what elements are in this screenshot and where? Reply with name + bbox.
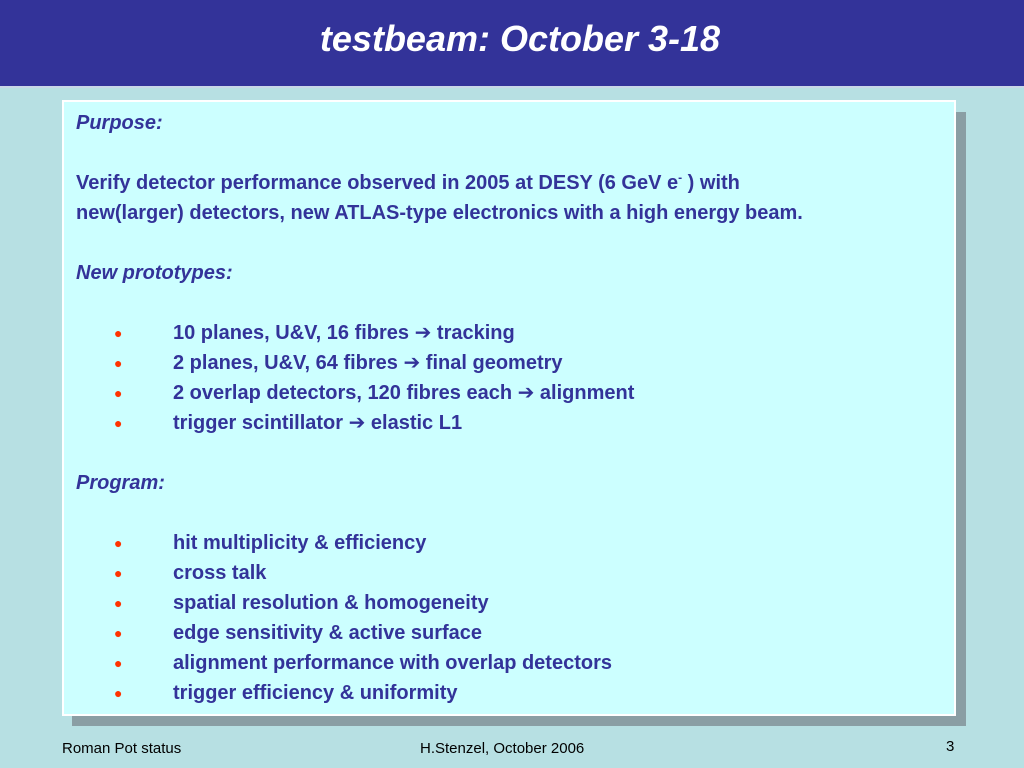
blank-line xyxy=(76,288,944,318)
content-box xyxy=(62,100,956,716)
program-text: edge sensitivity & active surface xyxy=(173,622,483,644)
prototype-purpose: final geometry xyxy=(420,352,563,374)
program-item xyxy=(76,648,944,678)
purpose-text-part: ) with xyxy=(682,172,740,194)
program-item xyxy=(76,528,944,558)
blank-line xyxy=(76,438,944,468)
prototype-purpose: alignment xyxy=(534,382,635,404)
footer-author-date: H.Stenzel, October 2006 xyxy=(420,740,585,757)
purpose-text-line-2: new(larger) detectors, new ATLAS-type electronics with a high energy beam. xyxy=(76,202,803,224)
page-number: 3 xyxy=(946,738,955,755)
program-item xyxy=(76,558,944,588)
bullet-icon: ● xyxy=(114,595,123,611)
bullet-icon: ● xyxy=(114,565,123,581)
bullet-icon: ● xyxy=(114,385,123,401)
purpose-heading: Purpose: xyxy=(76,112,163,134)
arrow-right-icon: ➔ xyxy=(403,352,421,374)
arrow-right-icon: ➔ xyxy=(414,322,432,344)
footer-left-text: Roman Pot status xyxy=(62,740,182,757)
program-item xyxy=(76,618,944,648)
prototype-text xyxy=(173,378,634,408)
arrow-right-icon: ➔ xyxy=(348,412,366,434)
prototype-purpose: elastic L1 xyxy=(365,412,463,434)
program-text: hit multiplicity & efficiency xyxy=(173,532,427,554)
prototype-spec: 2 planes, U&V, 64 fibres xyxy=(173,352,404,374)
program-item xyxy=(76,678,944,708)
blank-line xyxy=(76,498,944,528)
bullet-icon: ● xyxy=(114,355,123,371)
prototype-item xyxy=(76,318,944,348)
bullet-icon: ● xyxy=(114,625,123,641)
prototype-spec: trigger scintillator xyxy=(173,412,349,434)
program-text: spatial resolution & homogeneity xyxy=(173,592,489,614)
bullet-icon: ● xyxy=(114,655,123,671)
purpose-text-line-1 xyxy=(76,168,944,198)
prototype-item xyxy=(76,348,944,378)
slide-content xyxy=(76,108,944,708)
program-text: alignment performance with overlap detectors xyxy=(173,652,612,674)
arrow-right-icon: ➔ xyxy=(517,382,535,404)
prototype-item xyxy=(76,408,944,438)
prototype-text xyxy=(173,408,462,438)
prototype-purpose: tracking xyxy=(431,322,515,344)
program-text: trigger efficiency & uniformity xyxy=(173,682,458,704)
purpose-text-part: Verify detector performance observed in 2005 at DESY (6 GeV e xyxy=(76,172,679,194)
blank-line xyxy=(76,138,944,168)
program-text: cross talk xyxy=(173,562,267,584)
bullet-icon: ● xyxy=(114,415,123,431)
slide-title: testbeam: October 3-18 xyxy=(319,18,721,59)
title-bar xyxy=(0,0,1024,88)
bullet-icon: ● xyxy=(114,325,123,341)
blank-line xyxy=(76,228,944,258)
bullet-icon: ● xyxy=(114,685,123,701)
program-heading: Program: xyxy=(76,472,165,494)
bullet-icon: ● xyxy=(114,535,123,551)
prototype-spec: 10 planes, U&V, 16 fibres xyxy=(173,322,415,344)
prototype-text xyxy=(173,348,563,378)
electron-superscript: - xyxy=(678,170,683,185)
program-item xyxy=(76,588,944,618)
prototype-spec: 2 overlap detectors, 120 fibres each xyxy=(173,382,518,404)
prototypes-heading: New prototypes: xyxy=(76,262,233,284)
prototype-item xyxy=(76,378,944,408)
prototype-text xyxy=(173,318,515,348)
